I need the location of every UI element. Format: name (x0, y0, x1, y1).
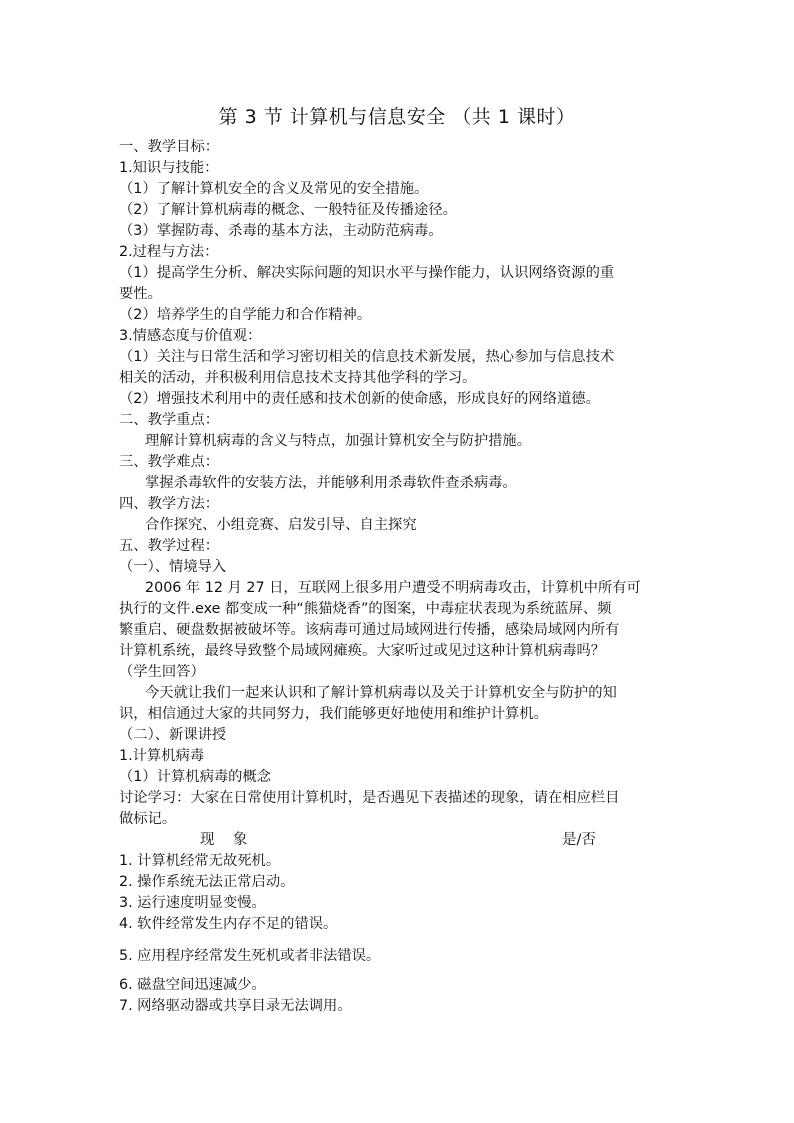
goal-item: （2）增强技术利用中的责任感和技术创新的使命感，形成良好的网络道德。 (119, 391, 600, 407)
methods-text: 合作探究、小组竞赛、启发引导、自主探究 (145, 517, 417, 533)
table-row: 2. 操作系统无法正常启动。 (119, 874, 295, 890)
goal-item: （2）培养学生的自学能力和合作精神。 (119, 307, 372, 323)
subheading-new-lesson: （二）、新课讲授 (119, 727, 227, 743)
goal-item: （2）了解计算机病毒的概念、一般特征及传播途径。 (119, 202, 457, 218)
subheading-attitude-values: 3.情感态度与价值观： (119, 328, 262, 344)
section-heading-methods: 四、教学方法： (119, 496, 220, 512)
section-heading-key-points: 二、教学重点： (119, 412, 220, 428)
key-points-text: 理解计算机病毒的含义与特点，加强计算机安全与防护措施。 (145, 433, 532, 449)
difficulties-text: 掌握杀毒软件的安装方法，并能够利用杀毒软件查杀病毒。 (145, 475, 517, 491)
table-row: 6. 磁盘空间迅速减少。 (119, 977, 266, 993)
discussion-text: 讨论学习：大家在日常使用计算机时，是否遇见下表描述的现象，请在相应栏目 (119, 790, 620, 806)
goal-item: （3）掌握防毒、杀毒的基本方法，主动防范病毒。 (119, 223, 443, 239)
intro-paragraph: 识，相信通过大家的共同努力，我们能够更好地使用和维护计算机。 (119, 706, 548, 722)
subheading-virus-concept: （1）计算机病毒的概念 (119, 769, 272, 785)
table-row: 4. 软件经常发生内存不足的错误。 (119, 916, 338, 932)
subheading-computer-virus: 1.计算机病毒 (119, 748, 205, 764)
goal-item-continued: 相关的活动，并积极利用信息技术支持其他学科的学习。 (119, 370, 477, 386)
table-row: 1. 计算机经常无故死机。 (119, 853, 281, 869)
section-heading-process: 五、教学过程： (119, 538, 220, 554)
table-header-yes-no: 是/否 (562, 832, 596, 848)
table-row: 7. 网络驱动器或共享目录无法调用。 (119, 998, 352, 1014)
goal-item-continued: 要性。 (119, 286, 162, 302)
section-heading-difficulties: 三、教学难点： (119, 454, 220, 470)
discussion-text: 做标记。 (119, 811, 177, 827)
subheading-scenario: （一）、情境导入 (119, 559, 227, 575)
scenario-paragraph: 执行的文件.exe 都变成一种“熊猫烧香”的图案，中毒症状表现为系统蓝屏、频 (119, 601, 612, 617)
table-row: 3. 运行速度明显变慢。 (119, 895, 266, 911)
goal-item: （1）关注与日常生活和学习密切相关的信息技术新发展，热心参加与信息技术 (119, 349, 615, 365)
goal-item: （1）了解计算机安全的含义及常见的安全措施。 (119, 181, 429, 197)
scenario-paragraph: 2006 年 12 月 27 日，互联网上很多用户遭受不明病毒攻击，计算机中所有可 (145, 580, 641, 596)
section-heading-goals: 一、教学目标： (119, 139, 220, 155)
intro-paragraph: 今天就让我们一起来认识和了解计算机病毒以及关于计算机安全与防护的知 (145, 685, 617, 701)
subheading-knowledge-skills: 1.知识与技能： (119, 160, 219, 176)
table-header-phenomenon: 现 象 (200, 832, 248, 848)
table-row: 5. 应用程序经常发生死机或者非法错误。 (119, 948, 381, 964)
goal-item: （1）提高学生分析、解决实际问题的知识水平与操作能力，认识网络资源的重 (119, 265, 615, 281)
scenario-paragraph: 繁重启、硬盘数据被破坏等。该病毒可通过局域网进行传播，感染局域网内所有 (119, 622, 620, 638)
subheading-process-method: 2.过程与方法： (119, 244, 219, 260)
student-answer-note: （学生回答） (119, 664, 205, 680)
page-title: 第 3 节 计算机与信息安全 （共 1 课时） (218, 106, 576, 128)
scenario-paragraph: 计算机系统，最终导致整个局域网瘫痪。大家听过或见过这种计算机病毒吗？ (119, 643, 606, 659)
